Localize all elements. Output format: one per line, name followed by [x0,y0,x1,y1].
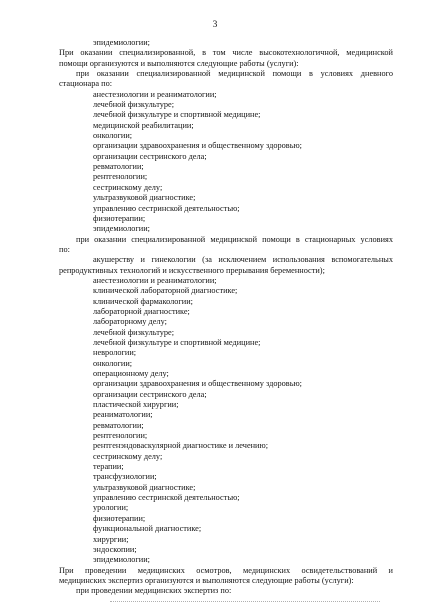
text-line: При проведении медицинских осмотров, медицинских освидетельствований и [59,565,393,575]
list-item: эндоскопии; [93,544,137,554]
text-line: При оказании специализированной, в том числе высокотехнологичной, медицинской [59,48,393,58]
list-item: ревматологии; [93,420,144,430]
list-item: трансфузиологии; [93,472,157,482]
list-item: управлению сестринской деятельностью; [93,203,240,213]
list-item: урологии; [93,503,129,513]
list-item: функциональной диагностике; [93,524,202,534]
list-item: физиотерапии; [93,513,146,523]
text-line: стационара по: [59,79,113,89]
list-item: организации здравоохранения и общественному здоровью; [93,141,302,151]
list-item: пластической хирургии; [93,400,179,410]
list-item: операционному делу; [93,369,169,378]
list-item: медицинской реабилитации; [93,120,194,130]
list-item: сестринскому делу; [93,451,163,461]
list-item: анестезиологии и реаниматологии; [93,89,217,99]
text-line: помощи организуются и выполняются следующие работы (услуги): [59,58,299,68]
list-item: клинической фармакологии; [93,296,193,306]
text-line: репродуктивных технологий и искусственного прерывания беременности); [59,265,325,275]
list-item: лечебной физкультуре; [93,100,174,110]
list-item: лечебной физкультуре и спортивной медицине; [93,337,261,347]
list-item: лечебной физкультуре; [93,327,174,337]
list-item: сестринскому делу; [93,182,163,192]
list-item: клинической лабораторной диагностике; [93,286,238,296]
text-line: по: [59,244,70,254]
text-line: при оказании специализированной медицинской помощи в стационарных условиях [76,234,393,244]
list-item: лечебной физкультуре и спортивной медицине; [93,110,261,120]
list-item: онкологии; [93,358,133,368]
list-item: эпидемиологии; [93,224,150,234]
list-item: управлению сестринской деятельностью; [93,493,240,503]
list-item: терапии; [93,462,124,472]
list-item: лабораторной диагностике; [93,306,190,316]
list-item: организации здравоохранения и общественному здоровью; [93,379,302,389]
list-item: неврологии; [93,348,137,358]
list-item: рентгенологии; [93,431,148,441]
list-item: анестезиологии и реаниматологии; [93,275,217,285]
list-item: эпидемиологии; [93,555,150,565]
list-item: лабораторному делу; [93,317,167,327]
list-item: рентгенологии; [93,172,148,182]
list-item: организации сестринского дела; [93,389,207,399]
list-item: рентгенэндоваскулярной диагностике и лечению; [93,441,269,451]
list-item: ультразвуковой диагностике; [93,193,196,203]
text-line: при проведении медицинских экспертиз по: [76,586,232,596]
scan-edge-rule [110,601,380,602]
text-line: акушерству и гинекологии (за исключением использования вспомогательных [93,255,393,265]
list-item: физиотерапии; [93,213,146,223]
list-item: ревматологии; [93,162,144,172]
text-line: медицинских экспертиз организуются и выполняются следующие работы (услуги): [59,575,354,585]
list-item: хирургии; [93,534,129,544]
list-item: онкологии; [93,131,133,141]
document-body [59,38,393,597]
page-number: 3 [212,20,218,30]
list-item: организации сестринского дела; [93,151,207,161]
list-item: ультразвуковой диагностике; [93,482,196,492]
text-line: при оказании специализированной медицинской помощи в условиях дневного [76,69,393,79]
list-item: эпидемиологии; [93,38,150,47]
list-item: реаниматологии; [93,410,153,420]
